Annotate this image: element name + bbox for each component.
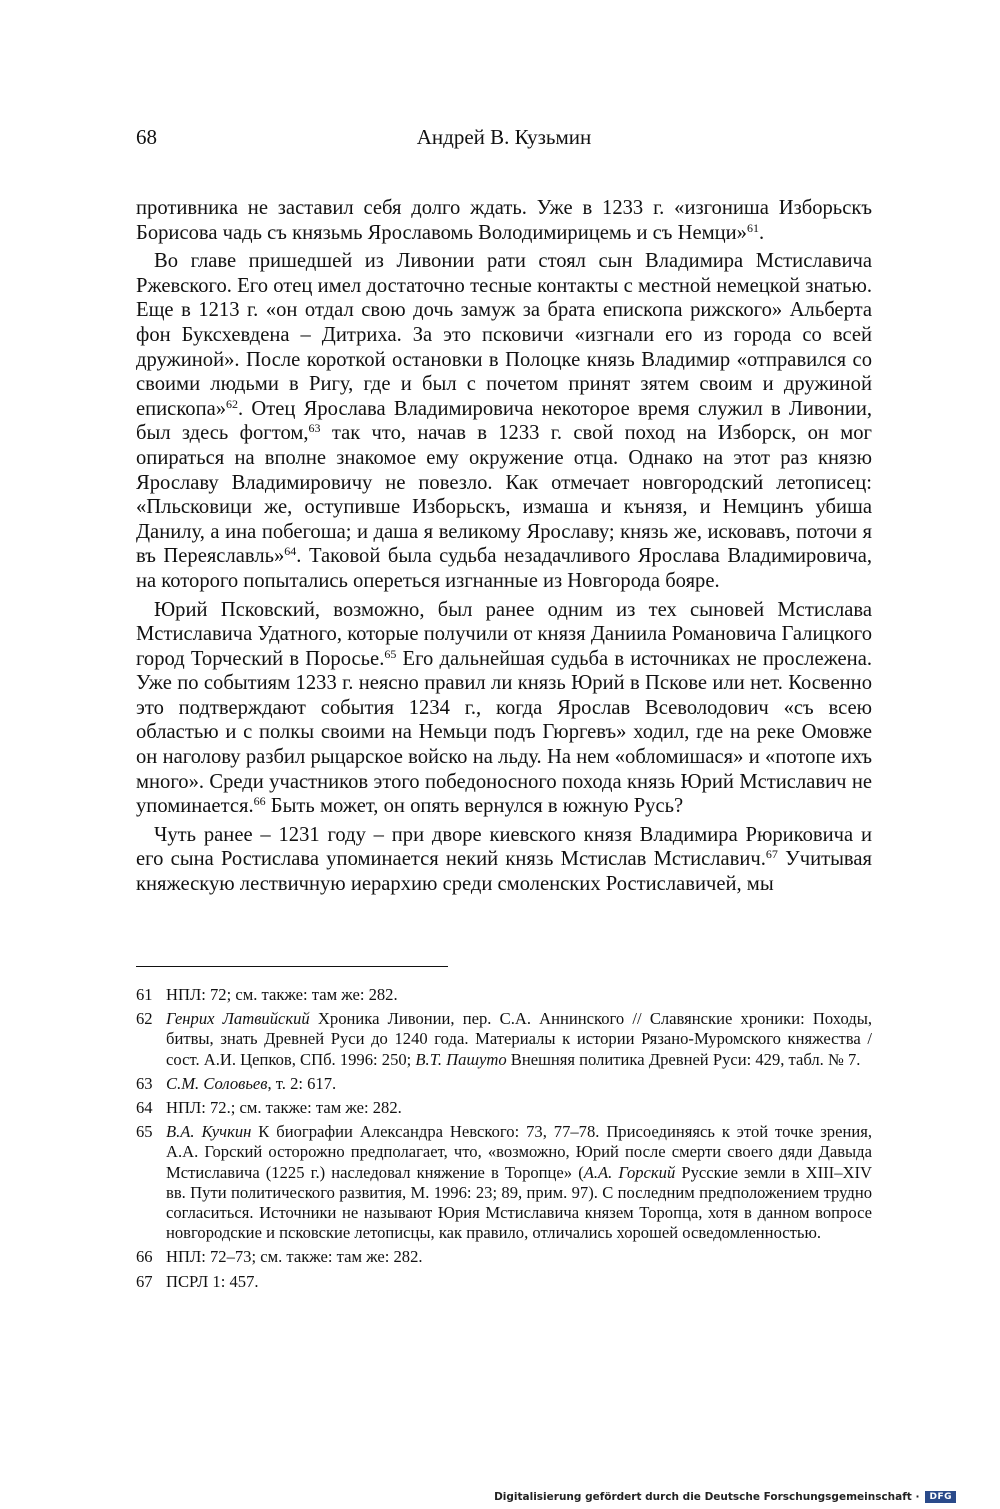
footnote-number: 64 [136, 1098, 153, 1118]
text-run: НПЛ: 72.; см. также: там же: 282. [166, 1098, 402, 1118]
footnote-ref: 65 [384, 646, 397, 661]
footnote-ref: 62 [226, 396, 239, 411]
page-number: 68 [136, 125, 157, 149]
footnote-text [166, 1098, 872, 1118]
footnote-number: 65 [136, 1122, 153, 1142]
footnote [136, 1272, 872, 1292]
footnote-text [166, 1122, 872, 1243]
text-run: НПЛ: 72–73; см. также: там же: 282. [166, 1247, 423, 1267]
footnote-number: 67 [136, 1271, 153, 1291]
credit-text: Digitalisierung gefördert durch die Deutsche Forschungsgemeinschaft · [494, 1491, 920, 1503]
text-run: Хроника Ливонии, пер. С.А. Аннинского // Славянские хроники: Походы, битвы, знать Древней Руси до 1240 года. Материалы к истории Рязано-Муромского княжества / сост. А.И. Цепков, СПб. 1996: 250; [166, 1009, 873, 1069]
italic-author: А.А. Горский [583, 1162, 676, 1182]
text-run: ПСРЛ 1: 457. [166, 1271, 259, 1291]
main-text [136, 196, 872, 901]
text-run: . Отец Ярослава Владимировича некоторое время служил в Ливонии, был здесь фогтом, [136, 397, 872, 445]
text-run: . [758, 221, 765, 244]
footnote-text [166, 1247, 872, 1267]
footnotes [136, 985, 872, 1296]
text-run: К биографии Александра Невского: 73, 77–78. Присоединяясь к этой точке зрения, А.А. Горский осторожно предполагает, что, «возможно, Юрий после смерти своего дяди Давыда Мстиславича (1225 г.) наследовал княжение в Торопце» ( [166, 1122, 872, 1182]
footnote-number: 66 [136, 1247, 153, 1267]
footnote [136, 985, 872, 1005]
footnote [136, 1098, 872, 1118]
text-run: . Таковой была судьба незадачливого Ярослава Владимировича, на которого попытались опереться изгнанные из Новгорода бояре. [136, 545, 873, 592]
footnote-number: 63 [136, 1073, 153, 1093]
dfg-logo: DFG [925, 1491, 956, 1503]
text-run: Внешняя политика Древней Руси: 429, табл. № 7. [506, 1049, 861, 1069]
paragraph [136, 598, 872, 819]
text-run: НПЛ: 72; см. также: там же: 282. [166, 985, 398, 1004]
footnote-ref: 66 [253, 794, 266, 809]
digitization-credit [494, 1491, 956, 1503]
italic-author: В.А. Кучкин [166, 1122, 252, 1142]
footnote-divider [136, 966, 448, 967]
italic-author: Генрих Латвийский [166, 1009, 310, 1029]
footnote-ref: 67 [765, 847, 778, 862]
footnote-text [166, 1272, 872, 1292]
running-title: Андрей В. Кузьмин [416, 125, 592, 149]
footnote-text [166, 1009, 872, 1070]
text-run: Юрий Псковский, возможно, был ранее одним из тех сыновей Мстислава Мстиславича Удатного, которые получили от князя Даниила Романовича Галицкого город Торческий в Поросье. [136, 598, 872, 670]
italic-author: С.М. Соловьев [166, 1073, 268, 1093]
footnote [136, 1122, 872, 1243]
footnote-text [166, 985, 872, 1005]
text-run: Учитывая княжескую лествичную иерархию среди смоленских Ростиславичей, мы [136, 848, 872, 896]
footnote [136, 1009, 872, 1070]
text-run: Быть может, он опять вернулся в южную Русь? [265, 795, 684, 818]
page-header [136, 125, 872, 155]
text-run: Русские земли в XIII–XIV вв. Пути политического развития, М. 1996: 23; 89, прим. 97). С последним предположением трудно согласиться. Источники не называют Юрия Мстиславича князем Торопца, хотя в данном вопросе новгородские и псковские летописцы, как правило, отличались хорошей осведомленностью. [166, 1162, 872, 1243]
text-run: , т. 2: 617. [267, 1073, 337, 1093]
footnote-number: 62 [136, 1009, 153, 1029]
footnote-ref: 64 [284, 544, 297, 559]
text-run: так что, начав в 1233 г. свой поход на Изборск, он мог опираться на вполне знакомое ему окружение отца. Однако на этот раз князю Ярославу Владимировичу не повезло. Как отмечает новгородский летописец: «Пльсковици же, оступивше Изборьскъ, измаша и кънязя, и Немцинъ убиша Данилу, а ина побегоша; и даша я великому Ярославу; князь же, исковавъ, поточи я въ Переяславль» [136, 422, 872, 568]
text-run: Чуть ранее – 1231 году – при дворе киевского князя Владимира Рюриковича и его сына Ростислава упоминается некий князь Мстислав Мстиславич. [136, 823, 872, 871]
footnote-ref: 61 [746, 220, 759, 235]
paragraph [136, 823, 872, 897]
text-run: Во главе пришедшей из Ливонии рати стоял сын Владимира Мстиславича Ржевского. Его отец имел достаточно тесные контакты с местной немецкой знатью. Еще в 1213 г. «он отдал свою дочь замуж за брата епископа рижского» Альберта фон Буксхевдена – Дитриха. За это псковичи «изгнали его из города со всей дружиной». После короткой остановки в Полоцке князь Владимир «отправился со своими людьми в Ригу, где и был с почетом принят зятем своим и дружиной епископа» [136, 250, 872, 420]
paragraph [136, 196, 872, 245]
footnote [136, 1074, 872, 1094]
footnote-text [166, 1074, 872, 1094]
text-run: Его дальнейшая судьба в источниках не прослежена. Уже по событиям 1233 г. неясно правил ли князь Юрий в Пскове или нет. Косвенно это подтверждают события 1234 г., когда Ярослав Всеволодович «съ всею областью и с полкы своими на Немьци подъ Гюргевъ» ходил, где на реке Омовже он наголову разбил рыцарское войско на льду. На нем «обломишася» и «потопе ихъ много». Среди участников этого победоносного похода князь Юрий Мстиславич не упоминается. [136, 647, 872, 818]
text-run: противника не заставил себя долго ждать. Уже в 1233 г. «изгониша Изборьскъ Борисова чадь съ князьмь Ярославомь Володимирицемь и съ Немци» [136, 197, 872, 244]
italic-author: В.Т. Пашуто [415, 1049, 507, 1069]
footnote-number: 61 [136, 985, 153, 1004]
paragraph [136, 249, 872, 593]
footnote-ref: 63 [308, 421, 321, 436]
footnote [136, 1247, 872, 1267]
